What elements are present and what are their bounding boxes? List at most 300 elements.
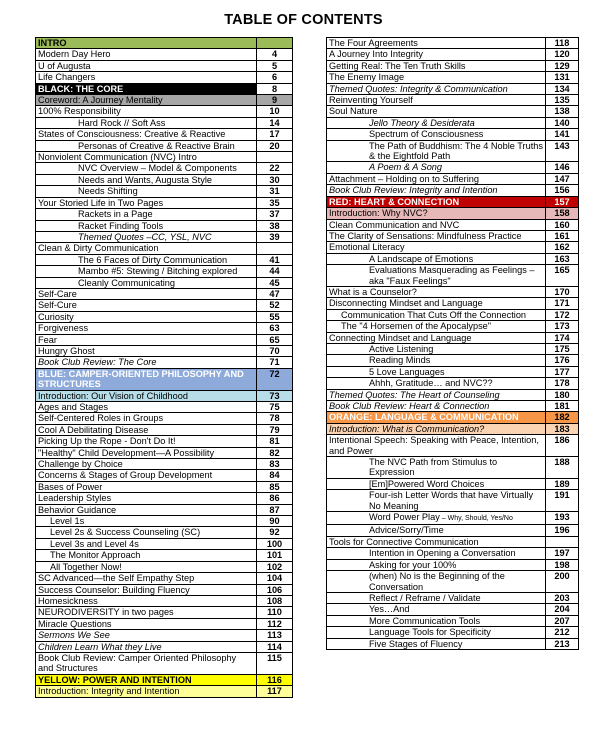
- toc-entry-title: [36, 334, 257, 345]
- toc-page-number: 173: [546, 321, 579, 332]
- entry-text: Connecting Mindset and Language: [329, 332, 472, 343]
- toc-entry-title: [36, 550, 257, 561]
- toc-row: [327, 559, 579, 570]
- toc-page-number: 114: [257, 641, 293, 652]
- toc-entry-title: [36, 436, 257, 447]
- toc-entry-title: [327, 298, 546, 309]
- entry-text: The NVC Path from Stimulus to Expression: [369, 457, 498, 478]
- toc-entry-title: [36, 652, 257, 674]
- toc-page-number: 120: [546, 49, 579, 60]
- page-title: TABLE OF CONTENTS: [224, 12, 383, 28]
- toc-row: [327, 242, 579, 253]
- toc-row: [327, 525, 579, 536]
- toc-entry-title: [327, 412, 546, 423]
- toc-row: [327, 106, 579, 117]
- toc-row: [36, 584, 293, 595]
- toc-row: [327, 355, 579, 366]
- toc-row: [36, 516, 293, 527]
- entry-text: Book Club Review: Camper Oriented Philosophy and Structures: [38, 652, 237, 674]
- toc-entry-title: [327, 72, 546, 83]
- toc-page-number: 101: [257, 550, 293, 561]
- toc-page-number: 162: [546, 242, 579, 253]
- toc-row: [36, 220, 293, 231]
- toc-page-number: 135: [546, 95, 579, 106]
- entry-text: Challenge by Choice: [38, 459, 123, 470]
- section-header-row: [36, 95, 293, 106]
- toc-page-number: 163: [546, 253, 579, 264]
- entry-text: Concerns & Stages of Group Development: [38, 470, 213, 481]
- entry-text: The Path of Buddhism: The 4 Noble Truths & the Eightfold Path: [369, 140, 543, 162]
- toc-row: [327, 95, 579, 106]
- toc-entry-title: [36, 368, 257, 390]
- toc-page-number: 156: [546, 185, 579, 196]
- toc-entry-title: [327, 242, 546, 253]
- toc-page-number: 22: [257, 163, 293, 174]
- toc-row: [327, 343, 579, 354]
- toc-entry-title: [327, 559, 546, 570]
- toc-row: [36, 345, 293, 356]
- toc-page-number: [546, 536, 579, 547]
- toc-entry-title: [327, 435, 546, 457]
- toc-entry-title: [36, 152, 257, 163]
- toc-entry-title: [36, 470, 257, 481]
- entry-text: Themed Quotes: Integrity & Communication: [329, 83, 508, 94]
- entry-text: The Clarity of Sensations: Mindfulness Practice: [329, 230, 522, 241]
- entry-text: Hard Rock // Soft Ass: [78, 117, 166, 128]
- entry-text: Themed Quotes: The Heart of Counseling: [329, 389, 500, 400]
- section-header-row: [327, 423, 579, 434]
- entry-text: The "4 Horsemen of the Apocalypse": [341, 321, 492, 332]
- toc-page-number: 186: [546, 435, 579, 457]
- toc-page-number: 37: [257, 209, 293, 220]
- section-header-row: [36, 38, 293, 49]
- toc-entry-title: [327, 60, 546, 71]
- toc-entry-title: [36, 641, 257, 652]
- toc-page-number: 146: [546, 162, 579, 173]
- toc-page-number: [257, 243, 293, 254]
- entry-text: (when) No is the Beginning of the Conversation: [369, 571, 505, 592]
- toc-row: [36, 129, 293, 140]
- toc-page-number: 175: [546, 343, 579, 354]
- toc-entry-title: [36, 209, 257, 220]
- entry-text: Level 2s & Success Counseling (SC): [50, 527, 201, 538]
- toc-page-number: 171: [546, 298, 579, 309]
- toc-row: [327, 548, 579, 559]
- toc-row: [36, 550, 293, 561]
- entry-text: Spectrum of Consciousness: [369, 129, 484, 140]
- toc-row: [36, 60, 293, 71]
- entry-text: Active Listening: [369, 343, 434, 354]
- toc-page-number: 35: [257, 197, 293, 208]
- entry-text: Hungry Ghost: [38, 345, 95, 356]
- toc-entry-title: [327, 355, 546, 366]
- toc-page-number: 41: [257, 254, 293, 265]
- toc-page-number: 204: [546, 604, 579, 615]
- entry-text: Racket Finding Tools: [78, 220, 164, 231]
- toc-row: [36, 323, 293, 334]
- toc-row: [36, 174, 293, 185]
- toc-page-number: 116: [257, 674, 293, 685]
- entry-text: Book Club Review: The Core: [38, 357, 157, 368]
- toc-page-number: 39: [257, 231, 293, 242]
- toc-row: [327, 173, 579, 184]
- toc-entry-title: [327, 49, 546, 60]
- toc-entry-title: [36, 117, 257, 128]
- toc-page-number: 131: [546, 72, 579, 83]
- toc-page-number: 180: [546, 389, 579, 400]
- toc-entry-title: [36, 504, 257, 515]
- toc-page-number: 73: [257, 390, 293, 401]
- toc-entry-title: [36, 38, 257, 49]
- toc-entry-title: [327, 162, 546, 173]
- toc-page-number: 115: [257, 652, 293, 674]
- entry-text: Cool A Debilitating Disease: [38, 424, 149, 435]
- toc-row: [327, 627, 579, 638]
- entry-text: YELLOW: POWER AND INTENTION: [38, 674, 192, 685]
- toc-page-number: 71: [257, 357, 293, 368]
- entry-text: Advice/Sorry/Time: [369, 525, 444, 536]
- toc-page-number: 176: [546, 355, 579, 366]
- toc-row: [36, 561, 293, 572]
- toc-page-number: 188: [546, 457, 579, 479]
- toc-page-number: 170: [546, 286, 579, 297]
- entry-text: ORANGE: LANGUAGE & COMMUNICATION: [329, 412, 519, 423]
- entry-text: Intention in Opening a Conversation: [369, 548, 516, 559]
- toc-entry-title: [36, 595, 257, 606]
- toc-page-number: 20: [257, 140, 293, 151]
- toc-entry-title: [36, 345, 257, 356]
- toc-entry-title: [36, 413, 257, 424]
- toc-entry-title: [327, 321, 546, 332]
- toc-row: [327, 332, 579, 343]
- toc-entry-title: [327, 83, 546, 94]
- section-header-row: [327, 196, 579, 207]
- toc-row: [36, 231, 293, 242]
- toc-page-number: 75: [257, 402, 293, 413]
- entry-text: The 6 Faces of Dirty Communication: [78, 254, 228, 265]
- entry-text: A Journey Into Integrity: [329, 49, 423, 60]
- section-header-row: [36, 674, 293, 685]
- toc-page-number: 10: [257, 106, 293, 117]
- toc-row: [36, 402, 293, 413]
- toc-page-number: 30: [257, 174, 293, 185]
- toc-entry-title: [327, 592, 546, 603]
- toc-entry-title: [36, 288, 257, 299]
- toc-row: [327, 129, 579, 140]
- toc-row: [36, 595, 293, 606]
- toc-entry-title: [327, 548, 546, 559]
- toc-row: [327, 286, 579, 297]
- toc-entry-title: [36, 561, 257, 572]
- toc-page-number: 78: [257, 413, 293, 424]
- entry-text: 5 Love Languages: [369, 366, 445, 377]
- toc-page-number: 158: [546, 208, 579, 219]
- toc-page-number: 5: [257, 60, 293, 71]
- toc-left-column: [35, 37, 293, 698]
- toc-row: [327, 83, 579, 94]
- toc-row: [36, 209, 293, 220]
- toc-row: [36, 186, 293, 197]
- toc-page-number: 104: [257, 573, 293, 584]
- toc-page-number: 213: [546, 638, 579, 649]
- toc-page-number: 181: [546, 401, 579, 412]
- toc-page-number: 14: [257, 117, 293, 128]
- toc-entry-title: [327, 140, 546, 162]
- toc-page-number: 85: [257, 481, 293, 492]
- toc-entry-title: [36, 447, 257, 458]
- toc-entry-title: [36, 266, 257, 277]
- toc-entry-title: [327, 615, 546, 626]
- toc-entry-title: [36, 618, 257, 629]
- toc-row: [36, 459, 293, 470]
- toc-row: [36, 243, 293, 254]
- toc-entry-title: [36, 573, 257, 584]
- toc-row: [327, 140, 579, 162]
- toc-page-number: 147: [546, 173, 579, 184]
- toc-row: [36, 334, 293, 345]
- entry-text: Personas of Creative & Reactive Brain: [78, 140, 235, 151]
- toc-page-number: 31: [257, 186, 293, 197]
- entry-text: Language Tools for Specificity: [369, 627, 491, 638]
- toc-row: [36, 117, 293, 128]
- toc-row: [327, 490, 579, 512]
- toc-page-number: 110: [257, 607, 293, 618]
- toc-row: [327, 366, 579, 377]
- toc-row: [327, 401, 579, 412]
- toc-row: [327, 38, 579, 49]
- toc-row: [36, 300, 293, 311]
- toc-entry-title: [36, 402, 257, 413]
- entry-text: Asking for your 100%: [369, 559, 457, 570]
- toc-row: [327, 615, 579, 626]
- toc-page-number: 183: [546, 423, 579, 434]
- toc-row: [36, 72, 293, 83]
- toc-row: [327, 604, 579, 615]
- entry-text: The Enemy Image: [329, 72, 405, 83]
- toc-row: [327, 162, 579, 173]
- toc-entry-title: [36, 174, 257, 185]
- toc-entry-title: [327, 401, 546, 412]
- entry-text: Reading Minds: [369, 355, 431, 366]
- toc-page-number: 141: [546, 129, 579, 140]
- toc-page-number: 45: [257, 277, 293, 288]
- toc-page-number: 189: [546, 478, 579, 489]
- toc-entry-title: [327, 536, 546, 547]
- toc-entry-title: [327, 627, 546, 638]
- toc-page-number: 55: [257, 311, 293, 322]
- toc-row: [327, 536, 579, 547]
- toc-row: [36, 49, 293, 60]
- entry-text: NVC Overview – Model & Components: [78, 163, 237, 174]
- entry-text: SC Advanced—the Self Empathy Step: [38, 573, 195, 584]
- toc-entry-title: [327, 106, 546, 117]
- section-header-row: [36, 83, 293, 94]
- entry-text: 100% Responsibility: [38, 106, 121, 117]
- toc-row: [36, 424, 293, 435]
- entry-text: Fear: [38, 334, 57, 345]
- toc-entry-title: [36, 243, 257, 254]
- entry-text: Homesickness: [38, 595, 98, 606]
- entry-text: Miracle Questions: [38, 618, 112, 629]
- toc-entry-title: [36, 220, 257, 231]
- entry-text: States of Consciousness: Creative & Reactive: [38, 129, 226, 140]
- toc-entry-title: [36, 493, 257, 504]
- toc-page-number: 4: [257, 49, 293, 60]
- entry-text: Needs Shifting: [78, 186, 138, 197]
- toc-entry-title: [327, 117, 546, 128]
- toc-row: [36, 607, 293, 618]
- toc-row: [36, 470, 293, 481]
- entry-text: Yes…And: [369, 604, 410, 615]
- toc-row: [327, 389, 579, 400]
- entry-text: Self-Centered Roles in Groups: [38, 413, 164, 424]
- toc-page-number: 118: [546, 38, 579, 49]
- toc-entry-title: [36, 95, 257, 106]
- entry-text: Ages and Stages: [38, 402, 108, 412]
- toc-row: [327, 298, 579, 309]
- entry-text: Word Power Play: [369, 512, 440, 523]
- toc-entry-title: [327, 253, 546, 264]
- toc-row: [36, 618, 293, 629]
- toc-row: [327, 457, 579, 479]
- toc-page-number: 191: [546, 490, 579, 512]
- entry-text: Your Storied Life in Two Pages: [38, 197, 164, 208]
- toc-entry-title: [36, 459, 257, 470]
- toc-row: [36, 493, 293, 504]
- toc-page-number: 138: [546, 106, 579, 117]
- toc-row: [36, 163, 293, 174]
- toc-entry-title: [36, 277, 257, 288]
- toc-entry-title: [36, 311, 257, 322]
- toc-entry-title: [36, 390, 257, 401]
- entry-text: U of Augusta: [38, 60, 91, 71]
- toc-row: [36, 641, 293, 652]
- toc-page-number: 178: [546, 378, 579, 389]
- toc-row: [327, 219, 579, 230]
- toc-entry-title: [36, 231, 257, 242]
- toc-entry-title: [327, 265, 546, 287]
- toc-row: [36, 538, 293, 549]
- toc-page-number: 47: [257, 288, 293, 299]
- section-header-row: [327, 412, 579, 423]
- toc-page-number: 112: [257, 618, 293, 629]
- toc-entry-title: [327, 604, 546, 615]
- toc-page-number: 174: [546, 332, 579, 343]
- toc-entry-title: [327, 219, 546, 230]
- entry-text: Forgiveness: [38, 323, 89, 334]
- toc-row: [327, 478, 579, 489]
- entry-text: Level 1s: [50, 516, 85, 527]
- entry-text: Ahhh, Gratitude… and NVC??: [369, 378, 493, 389]
- toc-row: [36, 481, 293, 492]
- entry-text: Disconnecting Mindset and Language: [329, 298, 483, 309]
- toc-row: [36, 254, 293, 265]
- toc-entry-title: [327, 512, 546, 525]
- entry-text: Nonviolent Communication (NVC) Intro: [38, 152, 197, 163]
- toc-page-number: 197: [546, 548, 579, 559]
- toc-page-number: 160: [546, 219, 579, 230]
- toc-entry-title: [36, 49, 257, 60]
- entry-text: Bases of Power: [38, 481, 103, 492]
- toc-page-number: 65: [257, 334, 293, 345]
- toc-entry-title: [327, 38, 546, 49]
- toc-entry-title: [327, 457, 546, 479]
- toc-entry-title: [327, 196, 546, 207]
- toc-page-number: 207: [546, 615, 579, 626]
- section-header-row: [36, 390, 293, 401]
- entry-text: INTRO: [38, 38, 67, 48]
- toc-entry-title: [327, 478, 546, 489]
- toc-entry-title: [327, 343, 546, 354]
- toc-row: [327, 435, 579, 457]
- toc-entry-title: [36, 254, 257, 265]
- entry-subtext: – Why, Should, Yes/No: [439, 515, 513, 523]
- toc-page-number: [257, 152, 293, 163]
- section-header-row: [327, 208, 579, 219]
- toc-row: [327, 309, 579, 320]
- entry-text: Clean & Dirty Communication: [38, 243, 159, 254]
- entry-text: Five Stages of Fluency: [369, 638, 463, 649]
- toc-row: [36, 266, 293, 277]
- section-header-row: [36, 368, 293, 390]
- toc-row: [327, 378, 579, 389]
- entry-text: Sermons We See: [38, 630, 110, 641]
- toc-page-number: 52: [257, 300, 293, 311]
- toc-entry-title: [327, 95, 546, 106]
- toc-page-number: 79: [257, 424, 293, 435]
- toc-row: [36, 447, 293, 458]
- toc-row: [327, 512, 579, 525]
- toc-entry-title: [36, 357, 257, 368]
- entry-text: Behavior Guidance: [38, 504, 117, 515]
- toc-row: [327, 571, 579, 593]
- toc-entry-title: [327, 286, 546, 297]
- entry-text: BLUE: CAMPER-ORIENTED PHILOSOPHY AND STRUCTURES: [38, 368, 244, 390]
- toc-row: [36, 277, 293, 288]
- toc-page-number: 143: [546, 140, 579, 162]
- toc-page-number: 140: [546, 117, 579, 128]
- entry-text: Children Learn What they Live: [38, 641, 162, 652]
- entry-text: BLACK: THE CORE: [38, 83, 124, 94]
- entry-text: Self-Cure: [38, 300, 77, 311]
- toc-entry-title: [36, 60, 257, 71]
- toc-row: [36, 357, 293, 368]
- toc-row: [327, 72, 579, 83]
- toc-row: [36, 106, 293, 117]
- toc-page-number: 84: [257, 470, 293, 481]
- toc-row: [327, 265, 579, 287]
- entry-text: Self-Care: [38, 288, 77, 299]
- toc-entry-title: [36, 300, 257, 311]
- entry-text: Four-ish Letter Words that have Virtually No Meaning: [369, 490, 534, 511]
- toc-entry-title: [327, 366, 546, 377]
- toc-entry-title: [36, 323, 257, 334]
- toc-entry-title: [327, 571, 546, 593]
- toc-entry-title: [327, 332, 546, 343]
- toc-page-number: 172: [546, 309, 579, 320]
- toc-page-number: 134: [546, 83, 579, 94]
- entry-text: Emotional Literacy: [329, 242, 405, 253]
- toc-entry-title: [327, 230, 546, 241]
- toc-entry-title: [327, 378, 546, 389]
- toc-page-number: 113: [257, 630, 293, 641]
- toc-entry-title: [327, 208, 546, 219]
- entry-text: Attachment – Holding on to Suffering: [329, 173, 479, 184]
- toc-page-number: 196: [546, 525, 579, 536]
- toc-entry-title: [327, 185, 546, 196]
- entry-text: Introduction: Our Vision of Childhood: [38, 390, 188, 401]
- toc-page-number: 117: [257, 686, 293, 697]
